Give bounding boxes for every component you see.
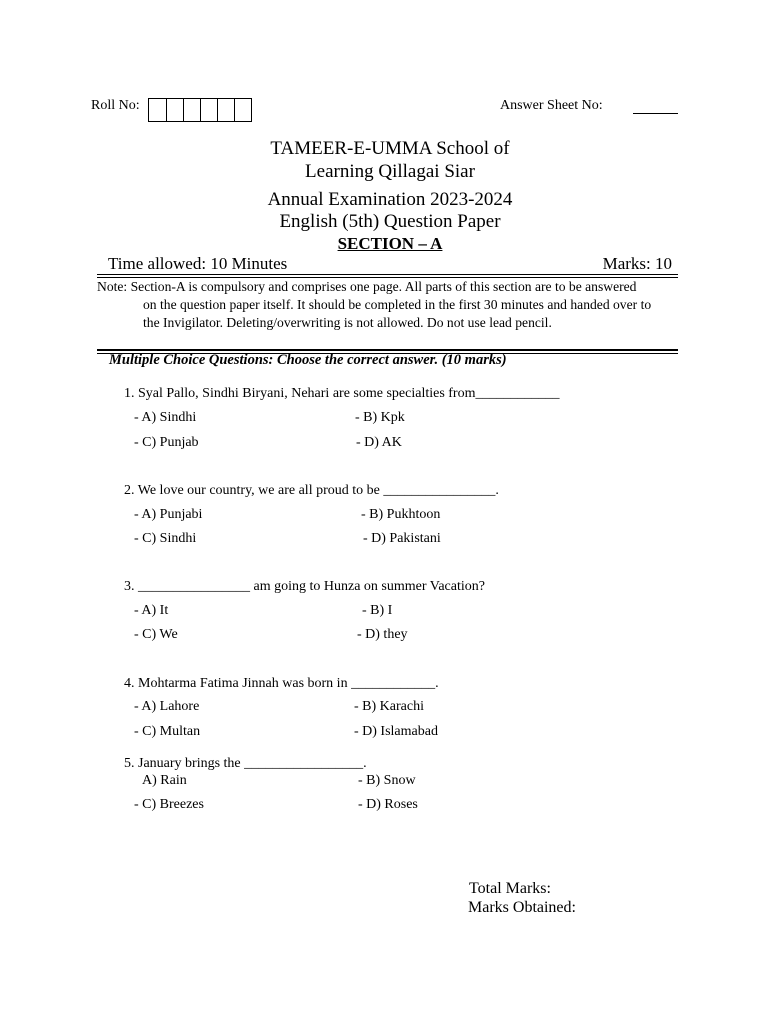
question-5: 5. January brings the _________________. — [124, 756, 367, 771]
section-heading: SECTION – A — [337, 234, 443, 253]
q1-option-c[interactable]: - C) Punjab — [134, 435, 199, 450]
roll-number-boxes[interactable] — [148, 98, 252, 122]
total-marks-header: Marks: 10 — [602, 254, 672, 273]
roll-digit-box[interactable] — [217, 99, 234, 121]
roll-digit-box[interactable] — [200, 99, 217, 121]
roll-number-label: Roll No: — [91, 98, 140, 113]
q1-option-b[interactable]: - B) Kpk — [355, 410, 405, 425]
answer-sheet-blank[interactable] — [633, 113, 678, 114]
question-4: 4. Mohtarma Fatima Jinnah was born in ____________. — [124, 676, 439, 691]
time-allowed: Time allowed: 10 Minutes — [108, 254, 288, 273]
q1-option-d[interactable]: - D) AK — [356, 435, 402, 450]
exam-title: Annual Examination 2023-2024 — [267, 189, 513, 210]
question-3: 3. ________________ am going to Hunza on summer Vacation? — [124, 579, 485, 594]
paper-title: English (5th) Question Paper — [279, 211, 501, 232]
q5-option-a[interactable]: A) Rain — [142, 773, 187, 788]
divider-line — [97, 349, 678, 351]
school-name-line2: Learning Qillagai Siar — [305, 161, 475, 182]
total-marks-label: Total Marks: — [469, 880, 551, 897]
q3-option-b[interactable]: - B) I — [362, 603, 393, 618]
q3-option-c[interactable]: - C) We — [134, 627, 178, 642]
roll-digit-box[interactable] — [234, 99, 251, 121]
marks-obtained-label: Marks Obtained: — [468, 899, 576, 916]
q2-option-a[interactable]: - A) Punjabi — [134, 507, 203, 522]
question-1: 1. Syal Pallo, Sindhi Biryani, Nehari are some specialties from____________ — [124, 386, 560, 401]
q3-option-d[interactable]: - D) they — [357, 627, 408, 642]
q2-option-b[interactable]: - B) Pukhtoon — [361, 507, 441, 522]
q4-option-a[interactable]: - A) Lahore — [134, 699, 200, 714]
q4-option-d[interactable]: - D) Islamabad — [354, 724, 438, 739]
answer-sheet-label: Answer Sheet No: — [500, 98, 603, 113]
note-line: the Invigilator. Deleting/overwriting is not allowed. Do not use lead pencil. — [143, 315, 552, 330]
q5-option-b[interactable]: - B) Snow — [358, 773, 416, 788]
q5-option-c[interactable]: - C) Breezes — [134, 797, 204, 812]
question-2: 2. We love our country, we are all proud to be ________________. — [124, 483, 499, 498]
roll-digit-box[interactable] — [183, 99, 200, 121]
q1-option-a[interactable]: - A) Sindhi — [134, 410, 197, 425]
note-line: on the question paper itself. It should be completed in the first 30 minutes and handed over to — [143, 297, 652, 312]
q2-option-d[interactable]: - D) Pakistani — [363, 531, 441, 546]
note-line: Note: Section-A is compulsory and comprises one page. All parts of this section are to be answered — [97, 279, 637, 294]
q5-option-d[interactable]: - D) Roses — [358, 797, 418, 812]
divider-line — [97, 274, 678, 275]
roll-digit-box[interactable] — [166, 99, 183, 121]
school-name-line1: TAMEER-E-UMMA School of — [270, 138, 510, 159]
q3-option-a[interactable]: - A) It — [134, 603, 169, 618]
roll-digit-box[interactable] — [149, 99, 166, 121]
instructions-note — [97, 278, 667, 332]
q2-option-c[interactable]: - C) Sindhi — [134, 531, 197, 546]
mcq-heading: Multiple Choice Questions: Choose the correct answer. (10 marks) — [109, 352, 507, 368]
q4-option-b[interactable]: - B) Karachi — [354, 699, 424, 714]
q4-option-c[interactable]: - C) Multan — [134, 724, 201, 739]
